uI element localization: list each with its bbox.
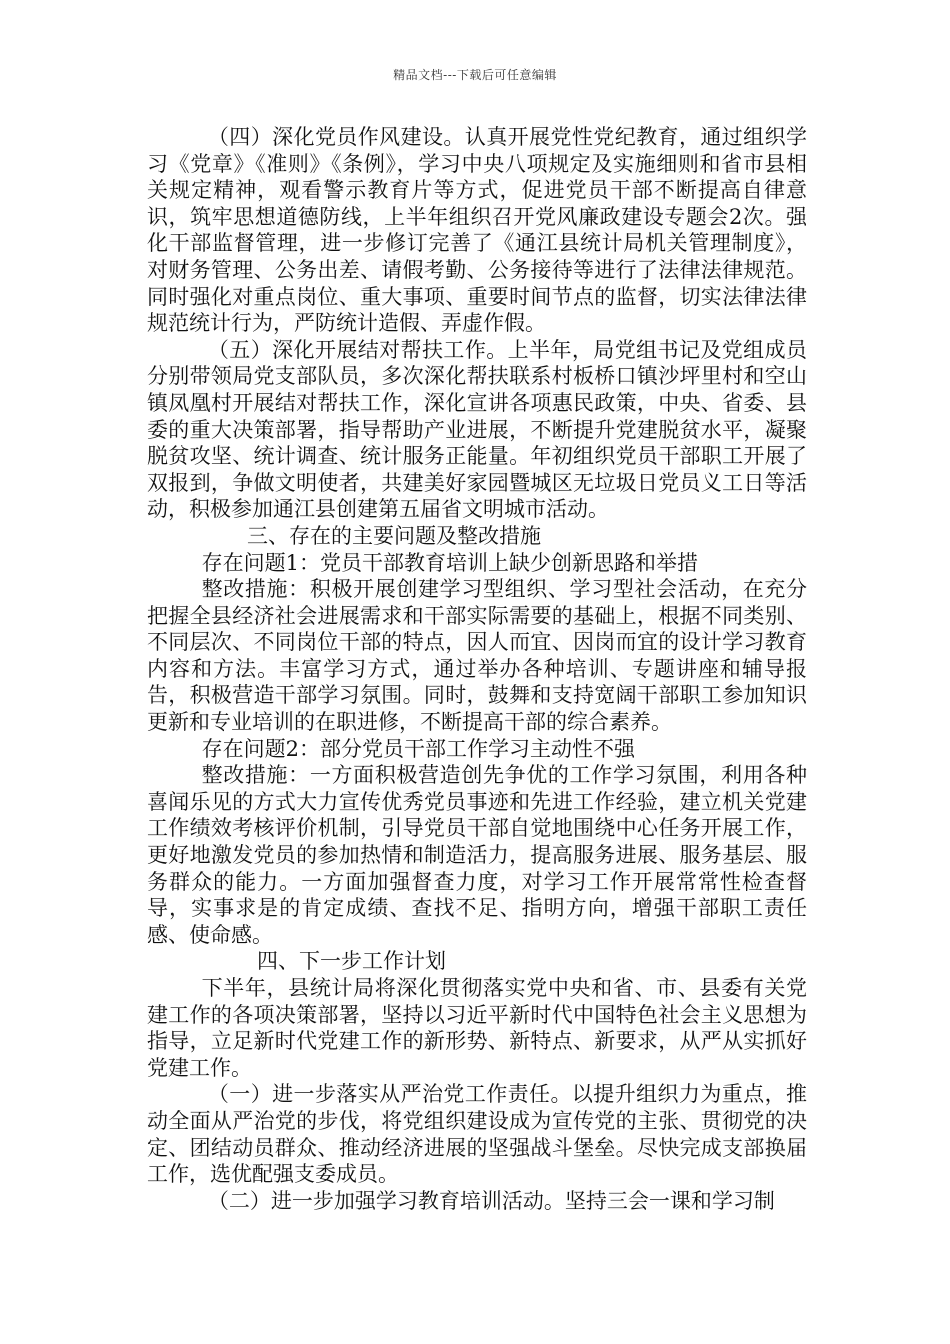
problem-1: 存在问题1：党员干部教育培训上缺少创新思路和举措	[201, 550, 698, 575]
paragraph-plan-item-1: （一）进一步落实从严治党工作责任。以提升组织力为重点，推动全面从严治党的步伐，将党组织建设成为宣传党的主张、贯彻党的决定、团结动员群众、推动经济进展的坚强战斗堡垒。尽快完成支部换届工作，选优配强支委成员。	[147, 1082, 807, 1187]
page-header: 精品文档---下载后可任意编辑	[393, 68, 557, 82]
section-heading-next-plan: 四、下一步工作计划	[257, 949, 446, 974]
document-body	[147, 124, 807, 1214]
paragraph-paired-assistance: （五）深化开展结对帮扶工作。上半年，局党组书记及党组成员分别带领局党支部队员，多次深化帮扶联系村板桥口镇沙坪里村和空山镇凤凰村开展结对帮扶工作，深化宣讲各项惠民政策，中央、省委、县委的重大决策部署，指导帮助产业进展，不断提升党建脱贫水平，凝聚脱贫攻坚、统计调查、统计服务正能量。年初组织党员干部职工开展了双报到，争做文明使者，共建美好家园暨城区无垃圾日党员义工日等活动，积极参加通江县创建第五届省文明城市活动。	[147, 337, 807, 522]
paragraph-conduct-building: （四）深化党员作风建设。认真开展党性党纪教育，通过组织学习《党章》《准则》《条例》，学习中央八项规定及实施细则和省市县相关规定精神，观看警示教育片等方式，促进党员干部不断提高自律意识，筑牢思想道德防线，上半年组织召开党风廉政建设专题会2次。强化干部监督管理，进一步修订完善了《通江县统计局机关管理制度》，对财务管理、公务出差、请假考勤、公务接待等进行了法律法律规范。同时强化对重点岗位、重大事项、重要时间节点的监督，切实法律法律规范统计行为，严防统计造假、弄虚作假。	[147, 125, 807, 336]
problem-2: 存在问题2：部分党员干部工作学习主动性不强	[201, 736, 635, 761]
measure-2: 整改措施：一方面积极营造创先争优的工作学习氛围，利用各种喜闻乐见的方式大力宣传优秀党员事迹和先进工作经验，建立机关党建工作绩效考核评价机制，引导党员干部自觉地围绕中心任务开展工作，更好地激发党员的参加热情和制造活力，提高服务进展、服务基层、服务群众的能力。一方面加强督查力度，对学习工作开展常常性检查督导，实事求是的肯定成绩、查找不足、指明方向，增强干部职工责任感、使命感。	[147, 763, 807, 947]
paragraph-plan-item-2: （二）进一步加强学习教育培训活动。坚持三会一课和学习制	[207, 1188, 775, 1213]
measure-1: 整改措施：积极开展创建学习型组织、学习型社会活动，在充分把握全县经济社会进展需求和干部实际需要的基础上，根据不同类别、不同层次、不同岗位干部的特点，因人而宜、因岗而宜的设计学习教育内容和方法。丰富学习方式，通过举办各种培训、专题讲座和辅导报告，积极营造干部学习氛围。同时，鼓舞和支持宽阔干部职工参加知识更新和专业培训的在职进修，不断提高干部的综合素养。	[147, 577, 807, 735]
section-heading-problems: 三、存在的主要问题及整改措施	[247, 523, 541, 548]
paragraph-plan-intro: 下半年，县统计局将深化贯彻落实党中央和省、市、县委有关党建工作的各项决策部署，坚持以习近平新时代中国特色社会主义思想为指导，立足新时代党建工作的新形势、新特点、新要求，从严从实抓好党建工作。	[147, 976, 807, 1080]
